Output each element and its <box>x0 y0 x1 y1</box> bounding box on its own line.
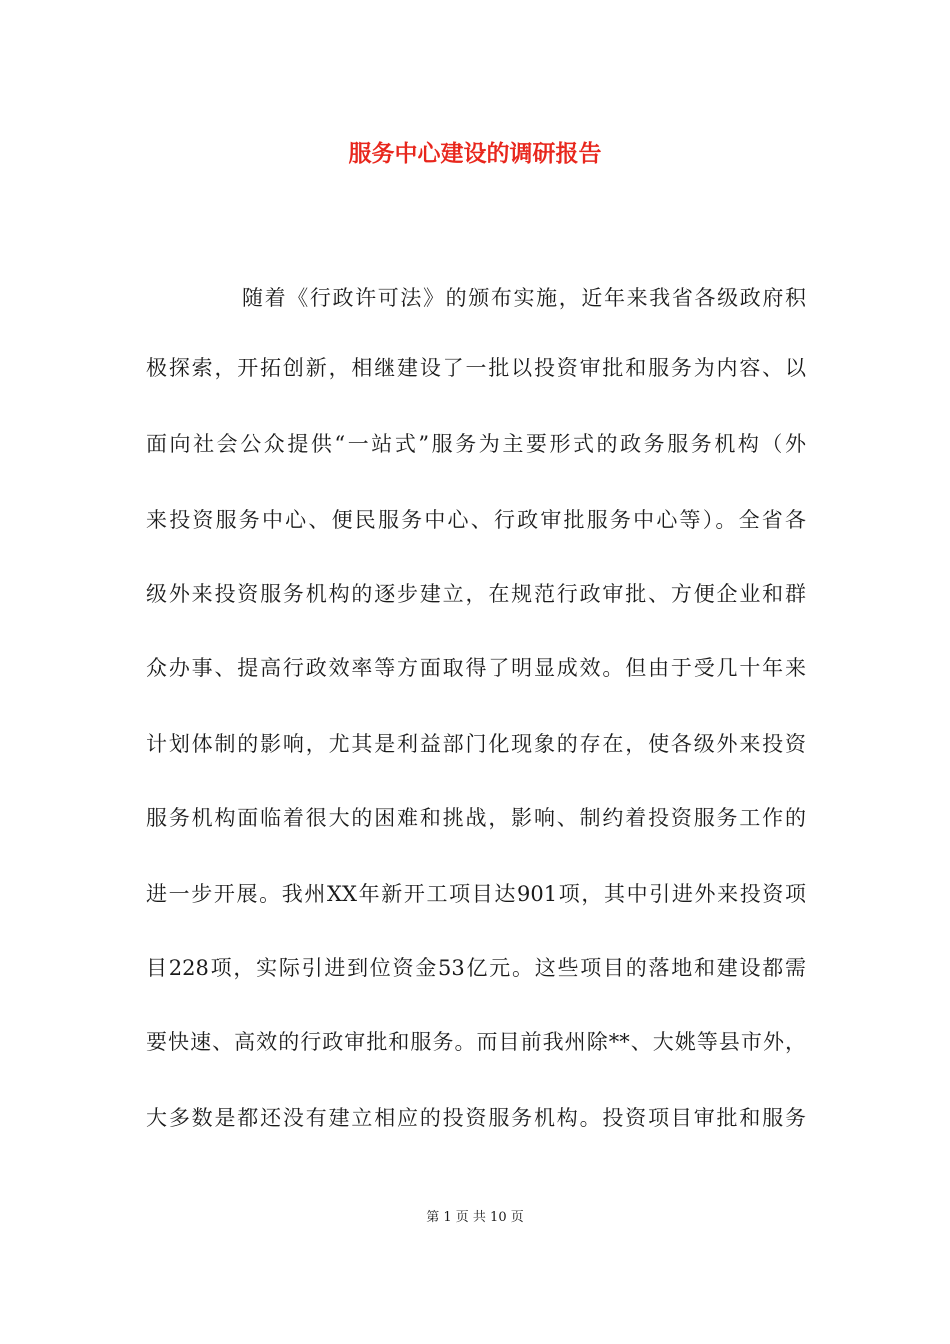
document-title: 服务中心建设的调研报告 <box>348 140 602 167</box>
body-line-4: 来投资服务中心、便民服务中心、行政审批服务中心等）。全省各 <box>146 508 806 532</box>
body-line-12: 大多数是都还没有建立相应的投资服务机构。投资项目审批和服务 <box>146 1106 806 1130</box>
body-line-10: 目228项，实际引进到位资金53亿元。这些项目的落地和建设都需 <box>146 956 806 980</box>
body-line-5: 级外来投资服务机构的逐步建立，在规范行政审批、方便企业和群 <box>146 582 806 606</box>
body-line-11: 要快速、高效的行政审批和服务。而目前我州除**、大姚等县市外， <box>146 1030 806 1054</box>
body-line-6: 众办事、提高行政效率等方面取得了明显成效。但由于受几十年来 <box>146 656 806 680</box>
body-line-8: 服务机构面临着很大的困难和挑战，影响、制约着投资服务工作的 <box>146 806 806 830</box>
body-line-2: 极探索，开拓创新，相继建设了一批以投资审批和服务为内容、以 <box>146 356 806 380</box>
body-line-9: 进一步开展。我州XX年新开工项目达901项，其中引进外来投资项 <box>146 882 806 906</box>
body-line-7: 计划体制的影响，尤其是利益部门化现象的存在，使各级外来投资 <box>146 732 806 756</box>
body-line-3: 面向社会公众提供“一站式”服务为主要形式的政务服务机构（外 <box>146 432 806 456</box>
page-number-footer: 第 1 页 共 10 页 <box>426 1210 524 1225</box>
body-line-1: 随着《行政许可法》的颁布实施，近年来我省各级政府积 <box>242 286 806 310</box>
